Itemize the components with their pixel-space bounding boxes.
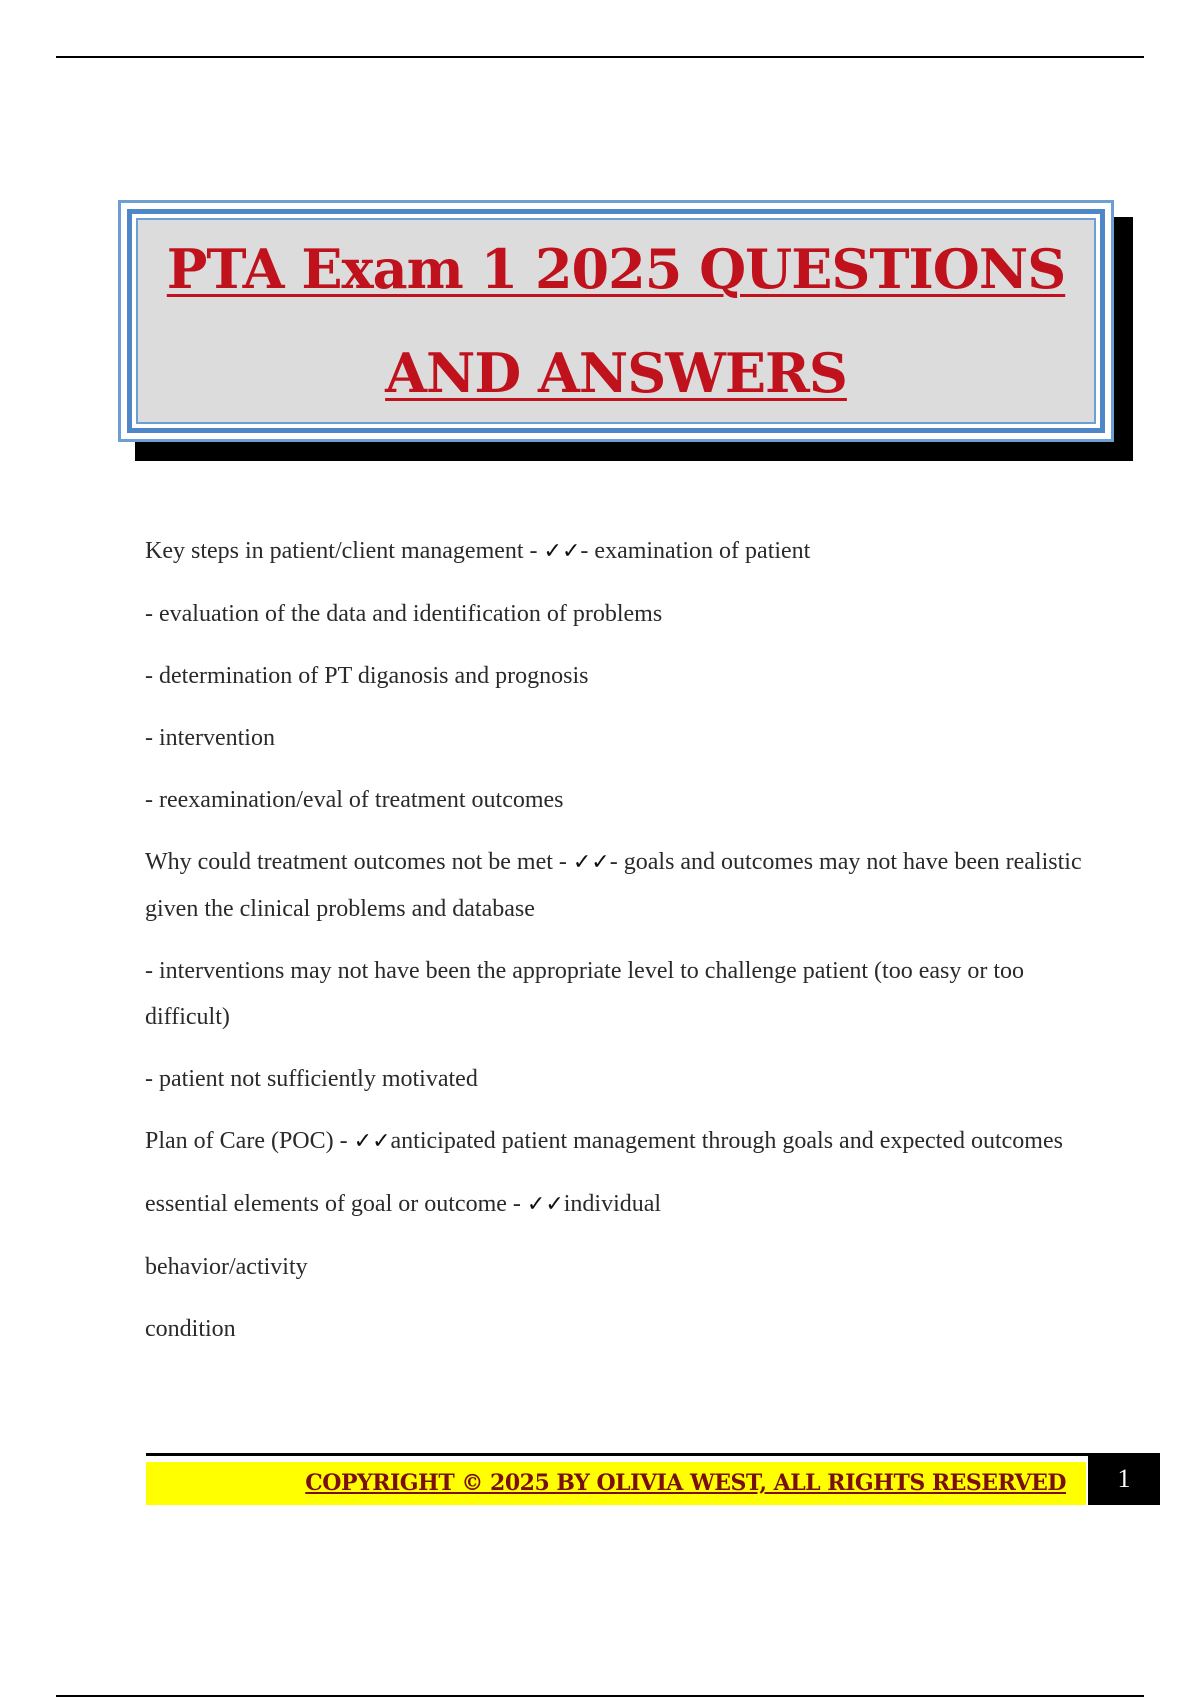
paragraph: - determination of PT diganosis and prognosis bbox=[145, 663, 589, 689]
top-rule bbox=[56, 56, 1144, 58]
paragraph: - intervention bbox=[145, 725, 275, 751]
paragraph: essential elements of goal or outcome - ✓✓individual bbox=[145, 1191, 662, 1217]
paragraph: Key steps in patient/client management - ✓✓- examination of patient bbox=[145, 538, 811, 564]
paragraph: condition bbox=[145, 1316, 236, 1342]
double-check-icon: ✓✓ bbox=[353, 1129, 391, 1154]
paragraph: Why could treatment outcomes not be met - ✓✓- goals and outcomes may not have been realistic given the clinical problems and database bbox=[145, 849, 1082, 922]
document-body bbox=[145, 528, 1105, 1368]
document-title-line-1: PTA Exam 1 2025 QUESTIONS bbox=[166, 237, 1066, 301]
footer-copyright-bar bbox=[146, 1462, 1086, 1505]
double-check-icon: ✓✓ bbox=[526, 1192, 564, 1217]
copyright-notice: COPYRIGHT © 2025 BY OLIVIA WEST, ALL RIGHTS RESERVED bbox=[305, 1470, 1066, 1496]
document-title-line-2: AND ANSWERS bbox=[385, 341, 847, 405]
double-check-icon: ✓✓ bbox=[543, 539, 581, 564]
page-number: 1 bbox=[1088, 1453, 1160, 1505]
paragraph: - evaluation of the data and identification of problems bbox=[145, 601, 663, 627]
paragraph: - interventions may not have been the appropriate level to challenge patient (too easy or too difficult) bbox=[145, 958, 1025, 1030]
paragraph: Plan of Care (POC) - ✓✓anticipated patient management through goals and expected outcomes bbox=[145, 1128, 1063, 1154]
title-box bbox=[118, 200, 1114, 442]
bottom-rule bbox=[56, 1695, 1144, 1697]
footer-rule bbox=[146, 1453, 1088, 1456]
paragraph: behavior/activity bbox=[145, 1254, 308, 1280]
paragraph: - patient not sufficiently motivated bbox=[145, 1066, 478, 1092]
paragraph: - reexamination/eval of treatment outcomes bbox=[145, 787, 564, 813]
double-check-icon: ✓✓ bbox=[572, 850, 610, 875]
